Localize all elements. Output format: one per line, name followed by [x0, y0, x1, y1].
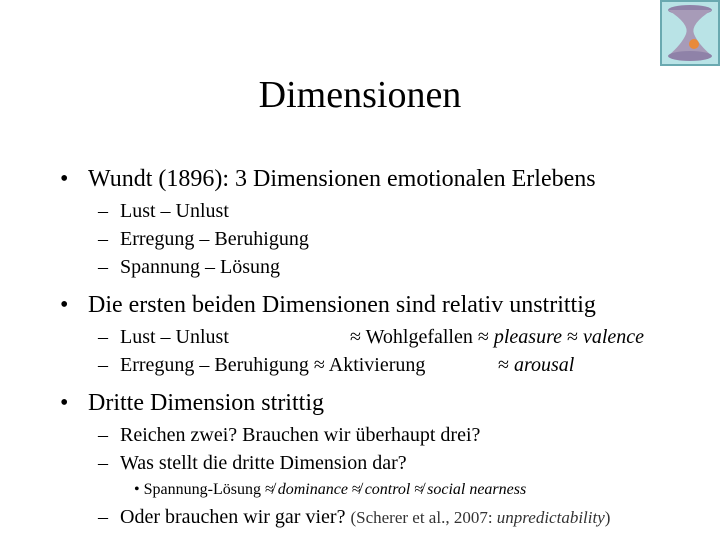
hourglass-icon: [660, 0, 720, 66]
bullet-wundt: • Wundt (1896): 3 Dimensionen emotionalen Erlebens: [60, 166, 596, 192]
sub-item-valence: – Lust – Unlust ≈ Wohlgefallen ≈ pleasure ≈ valence: [98, 326, 645, 348]
bullet-unstrittig: • Die ersten beiden Dimensionen sind relativ unstrittig: [60, 292, 596, 318]
sub-item-arousal: – Erregung – Beruhigung ≈ Aktivierung ≈ arousal: [98, 354, 575, 376]
logo-image: [660, 0, 720, 66]
sub-item: – Reichen zwei? Brauchen wir überhaupt drei?: [98, 424, 481, 446]
citation: (Scherer et al., 2007: unpredictability): [350, 508, 611, 527]
slide-title: Dimensionen: [258, 74, 462, 116]
sub-item-four: – Oder brauchen wir gar vier? (Scherer et al., 2007: unpredictability): [98, 506, 611, 528]
sub-sub-item: • Spannung-Lösung ≉ dominance ≉ control ≉ social nearness: [134, 481, 527, 498]
sub-item: – Was stellt die dritte Dimension dar?: [98, 452, 407, 474]
bullet-strittig: • Dritte Dimension strittig: [60, 390, 324, 416]
sub-item: – Lust – Unlust: [98, 200, 229, 222]
sub-item: – Spannung – Lösung: [98, 256, 280, 278]
bullet-symbol: •: [60, 166, 69, 192]
sub-item: – Erregung – Beruhigung: [98, 228, 309, 250]
